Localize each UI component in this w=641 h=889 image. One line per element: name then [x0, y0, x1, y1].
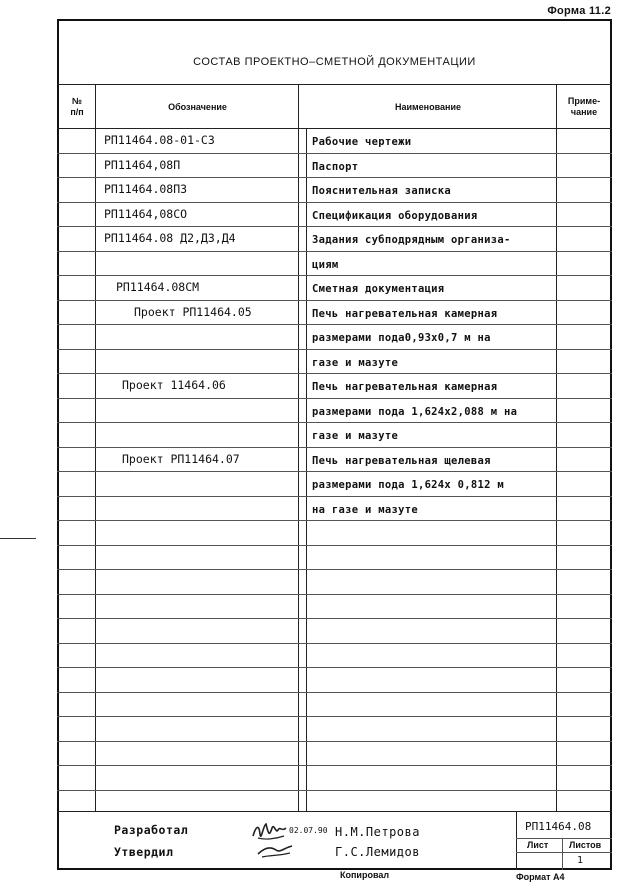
form-number-label: Форма 11.2 — [547, 5, 611, 17]
row-divider — [57, 275, 612, 276]
document-code: РП11464.08 — [525, 820, 592, 833]
row-name: циям — [312, 258, 339, 271]
signature-date: 02.07.90 — [289, 826, 328, 835]
header-name: Наименование — [394, 101, 462, 112]
row-divider — [57, 153, 612, 154]
row-divider — [57, 765, 612, 766]
sheet-label: Лист — [527, 840, 549, 850]
row-name: Сметная документация — [312, 283, 445, 295]
approved-label: Утвердил — [114, 845, 174, 859]
row-name: размерами пода 1,624х 0,812 м — [312, 479, 505, 491]
row-divider — [57, 177, 612, 178]
row-designation: РП11464,08СО — [104, 206, 188, 221]
row-divider — [57, 643, 612, 644]
row-divider — [57, 349, 612, 350]
row-name: Задания субподрядным организа- — [312, 234, 511, 246]
row-divider — [57, 202, 612, 203]
row-name: размерами пода0,93х0,7 м на — [312, 332, 491, 344]
header-num: № п/п — [70, 96, 84, 117]
row-divider — [57, 692, 612, 693]
row-designation: РП11464.08 Д2,Д3,Д4 — [104, 231, 236, 245]
row-divider — [57, 471, 612, 472]
row-name: Печь нагревательная щелевая — [312, 454, 491, 467]
developed-label: Разработал — [114, 823, 189, 837]
row-name: на газе и мазуте — [312, 503, 418, 516]
row-divider — [57, 398, 612, 399]
row-designation: РП11464.08СМ — [116, 280, 200, 294]
sheets-count: 1 — [577, 855, 584, 866]
document-title: СОСТАВ ПРОЕКТНО–СМЕТНОЙ ДОКУМЕНТАЦИИ — [193, 56, 476, 68]
row-divider — [57, 324, 612, 325]
row-divider — [57, 790, 612, 791]
row-divider — [57, 594, 612, 595]
row-divider — [57, 716, 612, 717]
format-label: Формат А4 — [516, 872, 565, 882]
developer-name: Н.М.Петрова — [335, 825, 420, 839]
signature-approver — [256, 840, 296, 862]
row-divider — [57, 520, 612, 521]
margin-mark — [0, 538, 36, 539]
row-divider — [57, 667, 612, 668]
row-divider — [57, 226, 612, 227]
row-divider — [57, 496, 612, 497]
row-designation: РП11464.08ПЗ — [104, 182, 188, 196]
row-divider — [57, 300, 612, 301]
row-name: Паспорт — [312, 160, 359, 173]
row-divider — [57, 422, 612, 423]
header-note: Приме- чание — [567, 96, 601, 117]
row-divider — [57, 251, 612, 252]
header-designation: Обозначение — [168, 101, 227, 112]
row-designation: Проект РП11464.07 — [122, 451, 240, 466]
row-designation: РП11464.08-01-СЗ — [104, 133, 215, 147]
row-designation: Проект 11464.06 — [122, 378, 226, 392]
row-name: газе и мазуте — [312, 430, 399, 442]
row-designation: Проект РП11464.05 — [134, 304, 252, 319]
row-name: Спецификация оборудования — [312, 209, 478, 222]
row-divider — [57, 373, 612, 374]
row-name: газе и мазуте — [312, 356, 399, 369]
row-divider — [57, 569, 612, 570]
row-divider — [57, 447, 612, 448]
row-name: Печь нагревательная камерная — [312, 307, 498, 320]
row-divider — [57, 741, 612, 742]
approver-name: Г.С.Лемидов — [335, 845, 420, 859]
sheets-label: Листов — [569, 840, 602, 850]
copied-label: Копировал — [340, 870, 390, 880]
row-name: Печь нагревательная камерная — [312, 381, 498, 393]
row-divider — [57, 618, 612, 619]
row-divider — [57, 545, 612, 546]
row-name: Пояснительная записка — [312, 185, 452, 197]
row-name: размерами пода 1,624х2,088 м на — [312, 405, 518, 418]
row-name: Рабочие чертежи — [312, 136, 412, 148]
row-designation: РП11464,08П — [104, 157, 181, 172]
